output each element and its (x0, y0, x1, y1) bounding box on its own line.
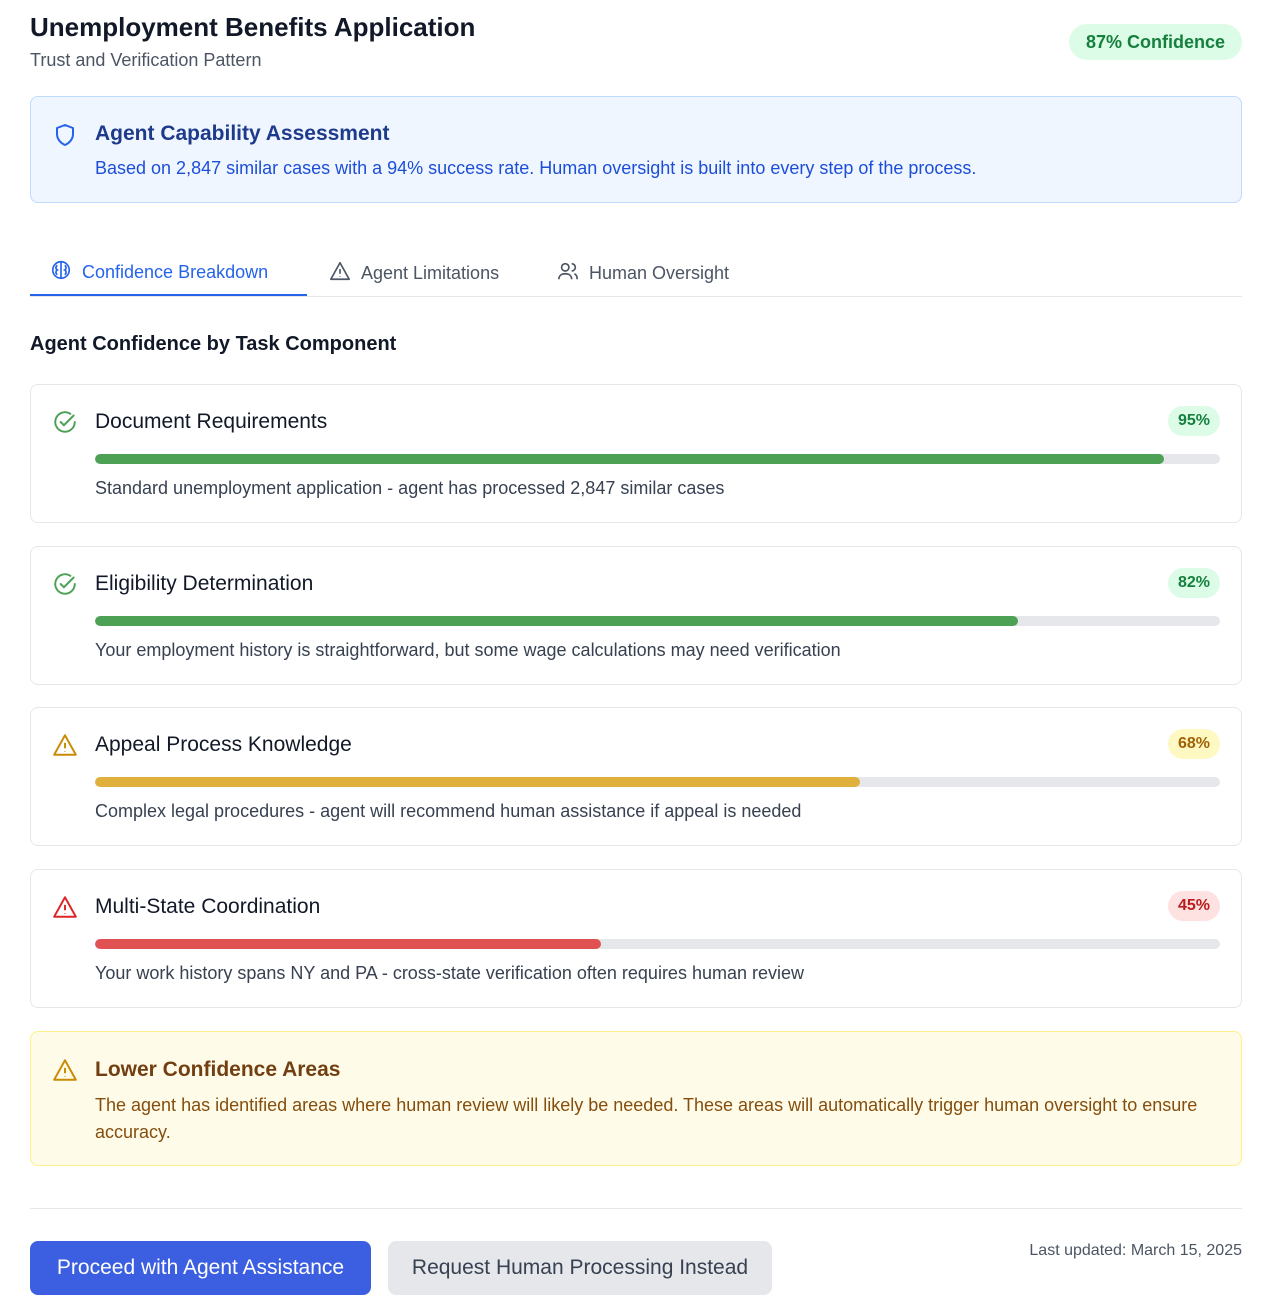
users-icon (557, 260, 579, 287)
percent-badge: 68% (1168, 729, 1220, 759)
last-updated: Last updated: March 15, 2025 (1029, 1242, 1242, 1259)
tab-label: Human Oversight (589, 262, 730, 283)
divider (30, 1208, 1242, 1209)
percent-badge: 45% (1168, 891, 1220, 921)
progress-bar (95, 454, 1220, 464)
component-title: Multi-State Coordination (95, 895, 321, 918)
component-title: Eligibility Determination (95, 572, 314, 595)
tab-bar (30, 250, 1242, 297)
progress-fill (95, 454, 1164, 464)
component-card (30, 707, 1242, 846)
tab-agent-limitations[interactable] (329, 250, 499, 296)
warning-icon (52, 1057, 78, 1088)
alert-title: Lower Confidence Areas (95, 1058, 341, 1081)
warning-icon (329, 260, 351, 287)
assessment-text: Based on 2,847 similar cases with a 94% success rate. Human oversight is built into every step of the process. (95, 158, 977, 178)
tab-label: Agent Limitations (361, 262, 500, 283)
component-title: Document Requirements (95, 410, 328, 433)
page-subtitle: Trust and Verification Pattern (30, 50, 262, 70)
percent-badge: 95% (1168, 406, 1220, 436)
check-circle-icon (52, 409, 78, 440)
component-card (30, 546, 1242, 685)
tab-confidence-breakdown[interactable] (30, 250, 307, 296)
percent-badge: 82% (1168, 568, 1220, 598)
brain-icon (50, 259, 72, 286)
section-title: Agent Confidence by Task Component (30, 333, 397, 355)
component-description: Standard unemployment application - agent has processed 2,847 similar cases (95, 478, 725, 498)
progress-bar (95, 777, 1220, 787)
shield-icon (53, 122, 77, 153)
component-card (30, 869, 1242, 1008)
warning-icon (52, 732, 78, 763)
confidence-badge: 87% Confidence (1069, 24, 1242, 60)
capability-assessment-box (30, 96, 1242, 203)
lower-confidence-alert (30, 1031, 1242, 1166)
progress-bar (95, 939, 1220, 949)
tab-human-oversight[interactable] (557, 250, 729, 296)
page-title: Unemployment Benefits Application (30, 12, 476, 42)
component-title: Appeal Process Knowledge (95, 733, 352, 756)
warning-icon (52, 894, 78, 925)
proceed-with-agent-button[interactable]: Proceed with Agent Assistance (30, 1241, 371, 1295)
progress-fill (95, 616, 1018, 626)
component-description: Complex legal procedures - agent will recommend human assistance if appeal is needed (95, 801, 802, 821)
request-human-processing-button[interactable]: Request Human Processing Instead (388, 1241, 772, 1295)
assessment-title: Agent Capability Assessment (95, 122, 390, 145)
progress-fill (95, 939, 601, 949)
check-circle-icon (52, 571, 78, 602)
component-description: Your employment history is straightforward, but some wage calculations may need verification (95, 640, 841, 660)
alert-text: The agent has identified areas where human review will likely be needed. These areas will automatically trigger human oversight to ensure accuracy. (95, 1095, 1198, 1142)
progress-fill (95, 777, 860, 787)
tab-label: Confidence Breakdown (82, 261, 269, 282)
component-card (30, 384, 1242, 523)
component-description: Your work history spans NY and PA - cross-state verification often requires human review (95, 963, 804, 983)
progress-bar (95, 616, 1220, 626)
